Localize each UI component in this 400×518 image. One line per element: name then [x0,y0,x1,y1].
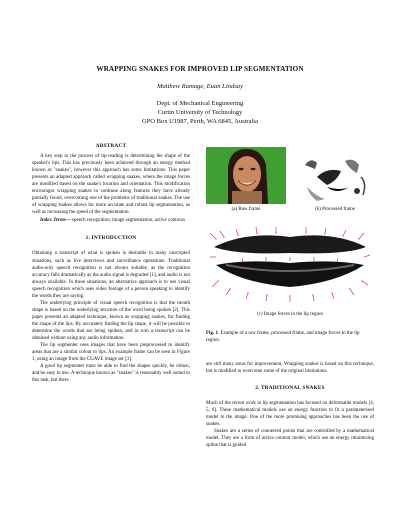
caption-raw-frame: (a) Raw frame [231,207,261,212]
figure-label: Fig. 1 [206,331,218,336]
index-terms-text: speech recognition, image segmentation, active contours [70,218,186,224]
intro-heading: 1. INTRODUCTION [85,235,137,242]
authors: Matthew Ramage, Euan Lindsay [156,83,244,90]
raw-frame-image [206,147,286,204]
intro-paragraph-2: The underlying principle of visual speech recognition is that the mouth shape is based on the underlying structure of the word being spoken [2]. This paper presents an adapted technique, known as wrapping snakes, for finding the shape of the lips. By accurately finding the lip shape, it will be possible to determine the words that are being spoken, and in turn a transcript can be obtained without using any audio information. [32,300,190,342]
caption-image-forces: (c) Image forces in the lip region [257,312,323,317]
intro-paragraph-1: Obtaining a transcript of what is spoken is desirable in many unscripted situations, such as live interviews and surveillance operations. Traditional audio-only speech recognition is not always suitable, as the recognition accuracy falls dramatically as the audio signal is degraded [1], and audio is not always available. In these situations, an alternative approach is to use visual speech recognition which uses video footage of a person speaking to identify the words they are saying. [32,251,190,299]
affiliation-address: GPO Box U1987, Perth, WA 6845, Australia [142,118,258,125]
affiliation-university: Curtin University of Technology [157,109,243,116]
index-terms [32,217,190,224]
index-terms-label: Index Terms— [40,218,71,224]
caption-processed-frame: (b) Processed frame [315,207,355,212]
intro-paragraph-4: A good lip segmenter must be able to find the shapes quickly, be robust, and be easy to use. A technique known as "snakes" is reasonably well suited to this task, but there [32,364,190,384]
traditional-snakes-body [206,400,374,449]
affiliation [0,99,400,126]
processed-frame-image [297,147,373,204]
affiliation-dept: Dept. of Mechanical Engineering [156,100,244,107]
figure-caption [206,330,374,344]
traditional-snakes-heading: 2. TRADITIONAL SNAKES [255,385,325,392]
intro-body [32,250,190,384]
image-forces-plot [206,225,374,305]
abstract-text: A key step in the process of lip-reading is determining the shape of the speaker's lips. This has previously been achieved through an energy method known as "snakes", however this approach has some limitations. This paper presents an adapted approach called wrapping snakes, where the image forces are modified based on the snake's location and orientation. This modification encourages wrapping snakes to continue along features they have already partially found, overcoming one of the problems of traditional snakes. The use of wrapping snakes allows for more accurate and robust lip segmentation, as well as increasing the speed of the segmentation. [32,154,190,216]
right-column [206,361,374,449]
right-paragraph-1: are still many areas for improvement. Wrapping snakes is based on this technique, but is modified to overcome some of the original limitations. [206,362,374,375]
intro-paragraph-3: The lip segmenter uses images that have been preprocessed to identify areas that are a similar colour to lips. An example frame can be seen in Figure 1, using an image from the CUAVE image set [3]. [32,343,190,363]
trad-paragraph-1: Much of the recent work in lip segmentation has focused on deformable models [4, 5, 6]. These mathematical models use an energy function to fit a parameterised model to the image. One of the more promising approaches has been the use of snakes. [206,401,374,428]
right-intro-continued [206,361,374,375]
left-column [32,143,190,384]
figure-caption-text: . Example of a raw frame, processed frame, and image forces in the lip region. [206,331,360,343]
abstract-body [32,153,190,224]
paper-title: WRAPPING SNAKES FOR IMPROVED LIP SEGMENTATION [96,65,304,73]
abstract-heading: ABSTRACT [95,143,127,149]
trad-paragraph-2: Snakes are a series of connected points that are controlled by a mathematical model. They are a form of active contour model, which use an energy minimising spline that is guided [206,429,374,449]
